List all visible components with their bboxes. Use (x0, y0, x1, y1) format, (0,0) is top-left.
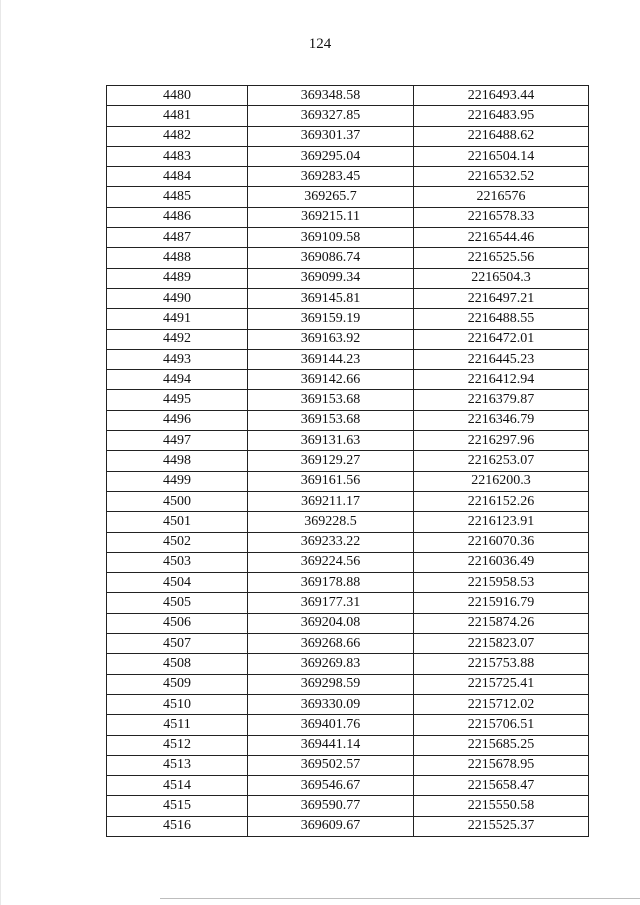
point-number-cell: 4512 (107, 735, 248, 755)
point-number-cell: 4496 (107, 410, 248, 430)
y-coordinate-cell: 2216493.44 (414, 86, 589, 106)
y-coordinate-cell: 2216488.55 (414, 309, 589, 329)
bottom-rule (160, 898, 640, 899)
table-row (107, 552, 589, 572)
point-number-cell: 4483 (107, 146, 248, 166)
y-coordinate-cell: 2215958.53 (414, 573, 589, 593)
table-row (107, 532, 589, 552)
point-number-cell: 4497 (107, 431, 248, 451)
y-coordinate-cell: 2216532.52 (414, 167, 589, 187)
point-number-cell: 4494 (107, 370, 248, 390)
x-coordinate-cell: 369327.85 (248, 106, 414, 126)
table-row (107, 167, 589, 187)
point-number-cell: 4488 (107, 248, 248, 268)
y-coordinate-cell: 2216497.21 (414, 288, 589, 308)
x-coordinate-cell: 369268.66 (248, 634, 414, 654)
y-coordinate-cell: 2215725.41 (414, 674, 589, 694)
point-number-cell: 4511 (107, 715, 248, 735)
x-coordinate-cell: 369211.17 (248, 491, 414, 511)
point-number-cell: 4499 (107, 471, 248, 491)
y-coordinate-cell: 2216483.95 (414, 106, 589, 126)
point-number-cell: 4481 (107, 106, 248, 126)
point-number-cell: 4514 (107, 776, 248, 796)
x-coordinate-cell: 369177.31 (248, 593, 414, 613)
point-number-cell: 4505 (107, 593, 248, 613)
y-coordinate-cell: 2215706.51 (414, 715, 589, 735)
table-row (107, 451, 589, 471)
x-coordinate-cell: 369269.83 (248, 654, 414, 674)
table-row (107, 613, 589, 633)
table-row (107, 207, 589, 227)
table-row (107, 410, 589, 430)
x-coordinate-cell: 369228.5 (248, 512, 414, 532)
table-row (107, 349, 589, 369)
y-coordinate-cell: 2216123.91 (414, 512, 589, 532)
y-coordinate-cell: 2216253.07 (414, 451, 589, 471)
y-coordinate-cell: 2216297.96 (414, 431, 589, 451)
x-coordinate-cell: 369224.56 (248, 552, 414, 572)
y-coordinate-cell: 2215753.88 (414, 654, 589, 674)
point-number-cell: 4482 (107, 126, 248, 146)
x-coordinate-cell: 369086.74 (248, 248, 414, 268)
y-coordinate-cell: 2216525.56 (414, 248, 589, 268)
x-coordinate-cell: 369215.11 (248, 207, 414, 227)
x-coordinate-cell: 369298.59 (248, 674, 414, 694)
x-coordinate-cell: 369401.76 (248, 715, 414, 735)
point-number-cell: 4500 (107, 491, 248, 511)
table-row (107, 370, 589, 390)
table-row (107, 187, 589, 207)
table-row (107, 268, 589, 288)
point-number-cell: 4480 (107, 86, 248, 106)
y-coordinate-cell: 2216412.94 (414, 370, 589, 390)
point-number-cell: 4502 (107, 532, 248, 552)
y-coordinate-cell: 2215823.07 (414, 634, 589, 654)
y-coordinate-cell: 2216544.46 (414, 228, 589, 248)
table-row (107, 573, 589, 593)
y-coordinate-cell: 2215685.25 (414, 735, 589, 755)
y-coordinate-cell: 2216036.49 (414, 552, 589, 572)
y-coordinate-cell: 2215550.58 (414, 796, 589, 816)
point-number-cell: 4489 (107, 268, 248, 288)
y-coordinate-cell: 2216578.33 (414, 207, 589, 227)
table-row (107, 146, 589, 166)
x-coordinate-cell: 369265.7 (248, 187, 414, 207)
point-number-cell: 4513 (107, 755, 248, 775)
table-row (107, 796, 589, 816)
y-coordinate-cell: 2216504.3 (414, 268, 589, 288)
x-coordinate-cell: 369178.88 (248, 573, 414, 593)
x-coordinate-cell: 369348.58 (248, 86, 414, 106)
y-coordinate-cell: 2215916.79 (414, 593, 589, 613)
point-number-cell: 4485 (107, 187, 248, 207)
x-coordinate-cell: 369153.68 (248, 410, 414, 430)
point-number-cell: 4498 (107, 451, 248, 471)
x-coordinate-cell: 369145.81 (248, 288, 414, 308)
table-row (107, 248, 589, 268)
table-row (107, 491, 589, 511)
point-number-cell: 4486 (107, 207, 248, 227)
x-coordinate-cell: 369163.92 (248, 329, 414, 349)
y-coordinate-cell: 2216070.36 (414, 532, 589, 552)
table-row (107, 735, 589, 755)
point-number-cell: 4492 (107, 329, 248, 349)
table-row (107, 390, 589, 410)
point-number-cell: 4487 (107, 228, 248, 248)
x-coordinate-cell: 369153.68 (248, 390, 414, 410)
table-row (107, 431, 589, 451)
table-row (107, 674, 589, 694)
point-number-cell: 4490 (107, 288, 248, 308)
table-row (107, 654, 589, 674)
table-row (107, 634, 589, 654)
coordinates-table-body (107, 86, 589, 837)
point-number-cell: 4515 (107, 796, 248, 816)
coordinates-table (106, 85, 589, 837)
y-coordinate-cell: 2216472.01 (414, 329, 589, 349)
y-coordinate-cell: 2216379.87 (414, 390, 589, 410)
point-number-cell: 4509 (107, 674, 248, 694)
y-coordinate-cell: 2215678.95 (414, 755, 589, 775)
x-coordinate-cell: 369546.67 (248, 776, 414, 796)
x-coordinate-cell: 369441.14 (248, 735, 414, 755)
point-number-cell: 4507 (107, 634, 248, 654)
point-number-cell: 4493 (107, 349, 248, 369)
point-number-cell: 4491 (107, 309, 248, 329)
y-coordinate-cell: 2215874.26 (414, 613, 589, 633)
table-row (107, 694, 589, 714)
y-coordinate-cell: 2216346.79 (414, 410, 589, 430)
point-number-cell: 4504 (107, 573, 248, 593)
table-row (107, 329, 589, 349)
x-coordinate-cell: 369204.08 (248, 613, 414, 633)
y-coordinate-cell: 2216445.23 (414, 349, 589, 369)
y-coordinate-cell: 2215525.37 (414, 816, 589, 836)
table-row (107, 288, 589, 308)
point-number-cell: 4508 (107, 654, 248, 674)
x-coordinate-cell: 369295.04 (248, 146, 414, 166)
x-coordinate-cell: 369129.27 (248, 451, 414, 471)
x-coordinate-cell: 369330.09 (248, 694, 414, 714)
page-edge-line (0, 0, 1, 905)
point-number-cell: 4516 (107, 816, 248, 836)
x-coordinate-cell: 369233.22 (248, 532, 414, 552)
x-coordinate-cell: 369144.23 (248, 349, 414, 369)
x-coordinate-cell: 369109.58 (248, 228, 414, 248)
point-number-cell: 4510 (107, 694, 248, 714)
page-number: 124 (308, 36, 332, 52)
table-row (107, 126, 589, 146)
y-coordinate-cell: 2216200.3 (414, 471, 589, 491)
y-coordinate-cell: 2215658.47 (414, 776, 589, 796)
x-coordinate-cell: 369142.66 (248, 370, 414, 390)
point-number-cell: 4506 (107, 613, 248, 633)
point-number-cell: 4495 (107, 390, 248, 410)
point-number-cell: 4484 (107, 167, 248, 187)
x-coordinate-cell: 369161.56 (248, 471, 414, 491)
y-coordinate-cell: 2216152.26 (414, 491, 589, 511)
table-row (107, 106, 589, 126)
point-number-cell: 4503 (107, 552, 248, 572)
table-row (107, 309, 589, 329)
x-coordinate-cell: 369099.34 (248, 268, 414, 288)
x-coordinate-cell: 369590.77 (248, 796, 414, 816)
table-row (107, 755, 589, 775)
x-coordinate-cell: 369159.19 (248, 309, 414, 329)
table-row (107, 471, 589, 491)
y-coordinate-cell: 2216504.14 (414, 146, 589, 166)
point-number-cell: 4501 (107, 512, 248, 532)
x-coordinate-cell: 369301.37 (248, 126, 414, 146)
table-row (107, 593, 589, 613)
table-row (107, 512, 589, 532)
x-coordinate-cell: 369502.57 (248, 755, 414, 775)
y-coordinate-cell: 2216576 (414, 187, 589, 207)
table-row (107, 86, 589, 106)
x-coordinate-cell: 369283.45 (248, 167, 414, 187)
table-row (107, 776, 589, 796)
x-coordinate-cell: 369131.63 (248, 431, 414, 451)
table-row (107, 228, 589, 248)
y-coordinate-cell: 2215712.02 (414, 694, 589, 714)
x-coordinate-cell: 369609.67 (248, 816, 414, 836)
y-coordinate-cell: 2216488.62 (414, 126, 589, 146)
table-row (107, 715, 589, 735)
table-row (107, 816, 589, 836)
